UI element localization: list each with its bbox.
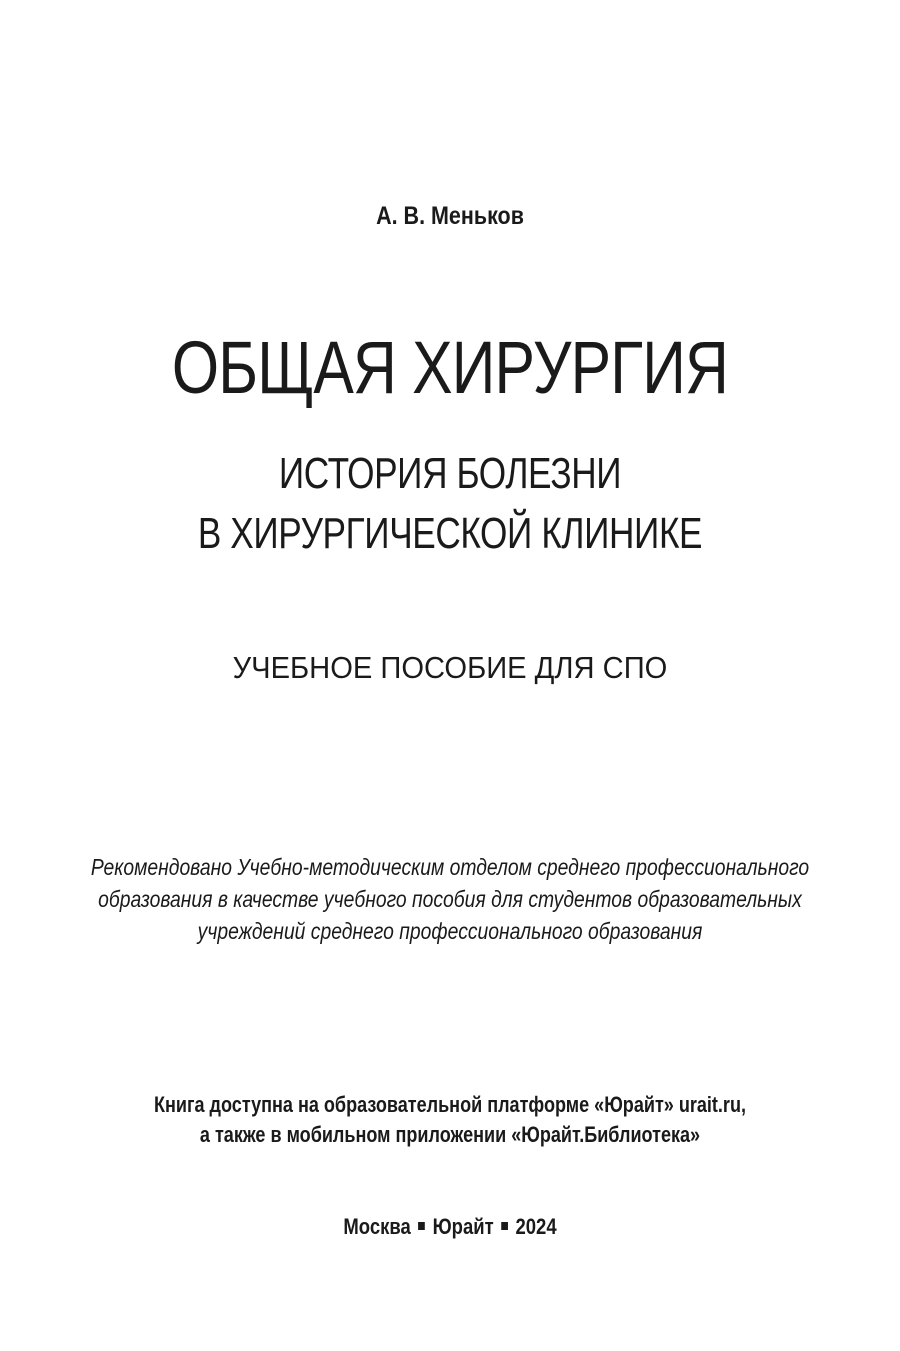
imprint xyxy=(72,1212,828,1242)
recommendation-line-1: Рекомендовано Учебно-методическим отделом среднего профессионального xyxy=(90,854,810,880)
book-title: ОБЩАЯ ХИРУРГИЯ xyxy=(171,326,729,409)
availability-line-2: а также в мобильном приложении «Юрайт.Библиотека» xyxy=(199,1122,701,1147)
square-bullet-icon xyxy=(501,1222,508,1230)
book-subtitle-line-1: ИСТОРИЯ БОЛЕЗНИ xyxy=(278,449,622,498)
book-type: УЧЕБНОЕ ПОСОБИЕ ДЛЯ СПО xyxy=(232,650,668,685)
recommendation-line-2: образования в качестве учебного пособия для студентов образовательных xyxy=(98,886,802,912)
square-bullet-icon xyxy=(418,1222,425,1230)
author-name: А. В. Меньков xyxy=(376,202,524,230)
book-subtitle-line-2: В ХИРУРГИЧЕСКОЙ КЛИНИКЕ xyxy=(197,509,703,558)
availability-line-1: Книга доступна на образовательной платформе «Юрайт» urait.ru, xyxy=(153,1092,746,1117)
imprint-city: Москва xyxy=(343,1214,411,1239)
imprint-publisher: Юрайт xyxy=(432,1214,494,1239)
recommendation-line-3: учреждений среднего профессионального образования xyxy=(197,918,703,944)
imprint-year: 2024 xyxy=(515,1214,557,1239)
